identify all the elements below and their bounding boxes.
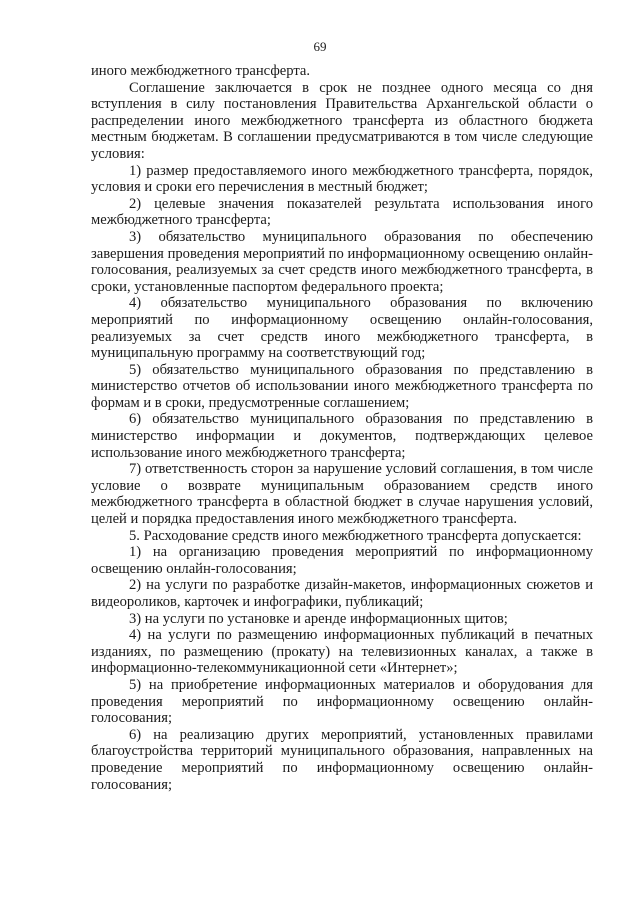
paragraph-condition-6: 6) обязательство муниципального образования по представлению в министерство информации и документов, подтверждающих целевое использование иного межбюджетного трансферта; [91, 411, 593, 461]
document-body [91, 63, 593, 793]
paragraph-continuation: иного межбюджетного трансферта. [91, 63, 311, 79]
paragraph-condition-5: 5) обязательство муниципального образования по представлению в министерство отчетов об использовании иного межбюджетного трансферта по формам и в сроки, предусмотренные соглашением; [91, 361, 593, 411]
paragraph-condition-2: 2) целевые значения показателей результата использования иного межбюджетного трансферта; [91, 195, 593, 229]
paragraph-expense-6: 6) на реализацию других мероприятий, установленных правилами благоустройства территорий муниципального образования, направленных на проведение мероприятий по информационному освещению онлайн-голосования; [91, 726, 593, 793]
page-number: 69 [313, 39, 327, 54]
paragraph-condition-7: 7) ответственность сторон за нарушение условий соглашения, в том числе условие о возврате муниципальным образованием средств иного межбюджетного трансферта в областной бюджет в случае нарушения условий, целей и порядка предоставления иного межбюджетного трансферта. [91, 461, 593, 528]
paragraph-agreement-terms: Соглашение заключается в срок не позднее одного месяца со дня вступления в силу постановления Правительства Архангельской области о распределении иного межбюджетного трансферта из областного бюджета местным бюджетам. В соглашении предусматриваются в том числе следующие условия: [91, 79, 593, 162]
paragraph-section-5: 5. Расходование средств иного межбюджетного трансферта допускается: [129, 527, 582, 544]
paragraph-expense-1: 1) на организацию проведения мероприятий по информационному освещению онлайн-голосования; [91, 544, 593, 577]
paragraph-expense-2: 2) на услуги по разработке дизайн-макетов, информационных сюжетов и видеороликов, карточек и инфографики, публикаций; [91, 577, 593, 610]
paragraph-condition-1: 1) размер предоставляемого иного межбюджетного трансферта, порядок, условия и сроки его перечисления в местный бюджет; [91, 162, 593, 196]
paragraph-expense-3: 3) на услуги по установке и аренде информационных щитов; [129, 610, 508, 627]
paragraph-condition-3: 3) обязательство муниципального образования по обеспечению завершения проведения мероприятий по информационному освещению онлайн-голосования, реализуемых за счет средств иного межбюджетного трансферта, в сроки, установленные паспортом федерального проекта; [91, 228, 593, 295]
paragraph-condition-4: 4) обязательство муниципального образования по включению мероприятий по информационному освещению онлайн-голосования, реализуемых за счет средств иного межбюджетного трансферта, в муниципальную программу на соответствующий год; [91, 295, 593, 362]
paragraph-expense-4: 4) на услуги по размещению информационных публикаций в печатных изданиях, по размещению (прокату) на телевизионных каналах, а также в информационно-телекоммуникационной сети «Интернет»; [91, 627, 593, 677]
paragraph-expense-5: 5) на приобретение информационных материалов и оборудования для проведения мероприятий по информационному освещению онлайн-голосования; [91, 676, 593, 727]
